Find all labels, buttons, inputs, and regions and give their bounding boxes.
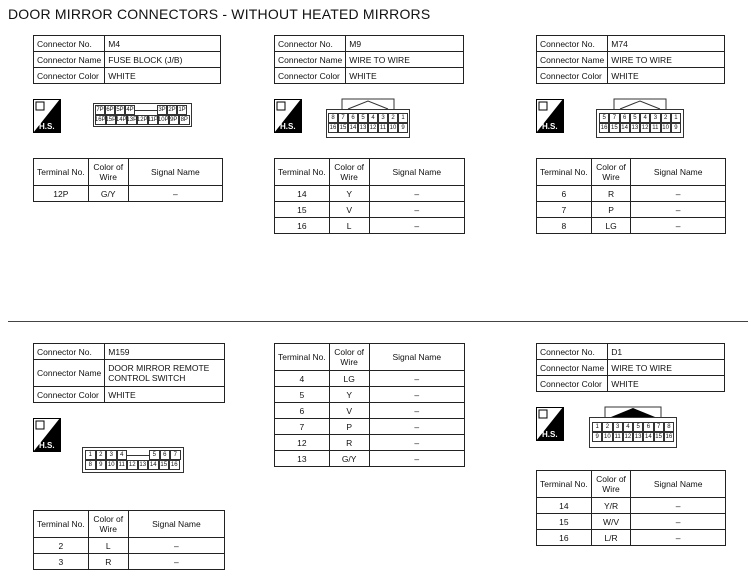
connector-pin: 11 [650, 123, 660, 133]
connector-pin: 7 [338, 113, 348, 123]
connector-pin: 16 [665, 434, 673, 440]
label-connector-no: Connector No. [34, 36, 105, 52]
signal-cell: – [369, 202, 464, 218]
table-row [537, 514, 726, 530]
connector-pin: 13 [634, 434, 642, 440]
connector-pin: 4 [640, 113, 650, 123]
connector-pin: 15 [339, 125, 347, 131]
terminal-cell: 6 [275, 403, 330, 419]
hs-icon [33, 99, 61, 133]
table-row [275, 371, 465, 387]
connector-face-m4 [93, 103, 192, 127]
connector-pin: 6 [643, 422, 653, 432]
signal-cell: – [369, 419, 464, 435]
connector-info-m74 [536, 35, 725, 84]
connector-pin: 16 [170, 462, 178, 468]
connector-pin: 6 [160, 450, 171, 460]
connector-pin: 5 [630, 113, 640, 123]
connector-pin: 16 [600, 125, 608, 131]
signal-cell: – [631, 218, 726, 234]
connector-pin: 2 [602, 422, 612, 432]
svg-text:H.S.: H.S. [39, 122, 55, 131]
section-divider [8, 321, 748, 322]
label-connector-no: Connector No. [537, 36, 608, 52]
connector-pin: 6P [106, 107, 114, 113]
connector-pin: 1 [671, 113, 681, 123]
label-connector-name: Connector Name [537, 52, 608, 68]
connector-pin: 12 [369, 125, 377, 131]
connector-pin: 14 [149, 462, 157, 468]
hs-icon [33, 418, 61, 452]
connector-pin: 7P [96, 107, 104, 113]
header-terminal-no: Terminal No. [537, 471, 592, 498]
header-signal-name: Signal Name [631, 471, 726, 498]
connector-pin: 3 [650, 113, 660, 123]
terminal-table-m159 [33, 510, 225, 570]
header-terminal-no: Terminal No. [275, 159, 330, 186]
table-row [537, 498, 726, 514]
table-row [537, 186, 726, 202]
svg-text:H.S.: H.S. [280, 122, 296, 131]
connector-pin: 15 [160, 462, 168, 468]
wire-color-cell: W/V [591, 514, 631, 530]
connector-pin: 3P [158, 107, 166, 113]
wire-color-cell: R [591, 186, 631, 202]
signal-cell: – [128, 186, 222, 202]
table-row [537, 218, 726, 234]
connector-pin: 5 [358, 113, 368, 123]
connector-pin: 14 [645, 434, 652, 440]
connector-pin [135, 105, 157, 111]
terminal-cell: 5 [275, 387, 330, 403]
connector-pin: 16 [329, 125, 337, 131]
connector-pin: 8 [664, 422, 674, 432]
connector-pin: 4P [126, 107, 134, 113]
signal-cell: – [369, 387, 464, 403]
connector-pin: 12 [624, 434, 632, 440]
table-row [34, 186, 223, 202]
terminal-cell: 12 [275, 435, 330, 451]
terminal-cell: 13 [275, 451, 330, 467]
connector-pin: 11P [147, 117, 158, 123]
header-signal-name: Signal Name [631, 159, 726, 186]
header-terminal-no: Terminal No. [537, 159, 592, 186]
wire-color-cell: L/R [591, 530, 631, 546]
connector-pin: 10 [662, 125, 669, 131]
connector-pin: 15 [655, 434, 662, 440]
connector-color-value: WHITE [346, 68, 464, 84]
header-color-of-wire: Color of Wire [591, 159, 631, 186]
table-row [537, 202, 726, 218]
connector-no-value: D1 [608, 344, 725, 360]
wire-color-cell: Y [329, 387, 369, 403]
connector-pin: 7 [170, 450, 181, 460]
wire-color-cell: L [329, 218, 369, 234]
connector-pin: 11 [117, 460, 128, 470]
connector-no-value: M4 [105, 36, 221, 52]
terminal-cell: 16 [537, 530, 592, 546]
connector-pin: 12P [136, 117, 148, 123]
connector-pin: 12 [641, 125, 649, 131]
connector-pin: 1 [398, 113, 408, 123]
terminal-table-d1 [536, 470, 726, 546]
connector-name-value: WIRE TO WIRE [608, 360, 725, 376]
connector-color-value: WHITE [105, 387, 225, 403]
terminal-cell: 3 [34, 554, 89, 570]
connector-pin: 10 [604, 434, 611, 440]
connector-pin: 5P [116, 107, 124, 113]
connector-pin: 8 [85, 460, 96, 470]
connector-pin: 13P [126, 117, 138, 123]
signal-cell: – [631, 186, 726, 202]
header-signal-name: Signal Name [369, 159, 464, 186]
connector-pin: 2P [168, 107, 176, 113]
table-row [275, 435, 465, 451]
wire-color-cell: G/Y [88, 186, 128, 202]
connector-name-value: FUSE BLOCK (J/B) [105, 52, 221, 68]
wire-color-cell: R [329, 435, 369, 451]
connector-pin: 14P [115, 117, 127, 123]
wire-color-cell: L [88, 538, 128, 554]
connector-pin: 10P [157, 117, 169, 123]
label-connector-color: Connector Color [34, 68, 105, 84]
terminal-table-m4 [33, 158, 223, 202]
header-color-of-wire: Color of Wire [591, 471, 631, 498]
connector-pin: 7 [654, 422, 664, 432]
header-terminal-no: Terminal No. [34, 511, 89, 538]
terminal-cell: 8 [537, 218, 592, 234]
terminal-cell: 14 [275, 186, 330, 202]
terminal-cell: 15 [537, 514, 592, 530]
connector-name-value: WIRE TO WIRE [608, 52, 725, 68]
connector-pin: 5 [149, 450, 160, 460]
connector-pin: 9 [96, 460, 107, 470]
label-connector-color: Connector Color [275, 68, 346, 84]
connector-pin: 1 [592, 422, 602, 432]
terminal-cell: 7 [537, 202, 592, 218]
wire-color-cell: LG [591, 218, 631, 234]
table-row [34, 554, 225, 570]
svg-text:H.S.: H.S. [542, 430, 558, 439]
connector-pin: 3 [378, 113, 388, 123]
wire-color-cell: P [591, 202, 631, 218]
connector-info-m9 [274, 35, 464, 84]
connector-pin: 2 [388, 113, 398, 123]
terminal-cell: 4 [275, 371, 330, 387]
hs-icon [274, 99, 302, 133]
wire-color-cell: Y/R [591, 498, 631, 514]
connector-pin: 3 [613, 422, 623, 432]
connector-info-m159 [33, 343, 225, 403]
connector-pin: 5 [599, 113, 609, 123]
header-signal-name: Signal Name [369, 344, 464, 371]
signal-cell: – [631, 498, 726, 514]
signal-cell: – [369, 218, 464, 234]
label-connector-name: Connector Name [34, 52, 105, 68]
connector-pin: 10 [107, 462, 115, 468]
signal-cell: – [369, 451, 464, 467]
table-row [275, 403, 465, 419]
connector-pin: 9 [398, 123, 408, 133]
connector-pin: 11 [379, 125, 387, 131]
connector-pin: 4 [623, 422, 633, 432]
label-connector-name: Connector Name [275, 52, 346, 68]
label-connector-no: Connector No. [275, 36, 346, 52]
table-row [275, 202, 465, 218]
header-color-of-wire: Color of Wire [88, 511, 128, 538]
terminal-table-m74 [536, 158, 726, 234]
connector-pin: 8P [180, 117, 188, 123]
label-connector-color: Connector Color [34, 387, 105, 403]
wire-color-cell: G/Y [329, 451, 369, 467]
table-row [537, 530, 726, 546]
terminal-cell: 12P [34, 186, 89, 202]
header-signal-name: Signal Name [128, 159, 222, 186]
connector-pin: 11 [613, 432, 623, 442]
connector-pin: 14 [349, 125, 357, 131]
connector-pin: 15P [105, 117, 117, 123]
connector-pin: 12 [128, 462, 136, 468]
signal-cell: – [369, 186, 464, 202]
table-row [275, 186, 465, 202]
connector-pin: 10 [389, 125, 397, 131]
connector-no-value: M159 [105, 344, 225, 360]
header-color-of-wire: Color of Wire [329, 344, 369, 371]
signal-cell: – [128, 538, 224, 554]
connector-pin: 9 [671, 123, 681, 133]
connector-no-value: M9 [346, 36, 464, 52]
connector-pin: 1P [178, 107, 186, 113]
connector-pin: 4 [117, 450, 128, 460]
svg-text:H.S.: H.S. [39, 441, 55, 450]
label-connector-no: Connector No. [537, 344, 608, 360]
connector-pin: 9P [170, 117, 178, 123]
connector-name-value: DOOR MIRROR REMOTE CONTROL SWITCH [105, 360, 225, 387]
connector-pin: 9 [592, 432, 602, 442]
signal-cell: – [631, 202, 726, 218]
table-row [34, 538, 225, 554]
signal-cell: – [128, 554, 224, 570]
wire-color-cell: P [329, 419, 369, 435]
connector-color-value: WHITE [105, 68, 221, 84]
connector-name-value: WIRE TO WIRE [346, 52, 464, 68]
signal-cell: – [631, 514, 726, 530]
terminal-table-m159-continued [274, 343, 465, 467]
header-color-of-wire: Color of Wire [88, 159, 128, 186]
table-row [275, 419, 465, 435]
connector-pin: 7 [609, 113, 619, 123]
header-color-of-wire: Color of Wire [329, 159, 369, 186]
signal-cell: – [369, 371, 464, 387]
terminal-cell: 14 [537, 498, 592, 514]
connector-pin: 1 [85, 450, 96, 460]
label-connector-no: Connector No. [34, 344, 105, 360]
connector-pin: 16P [94, 117, 106, 123]
connector-pin: 8 [328, 113, 338, 123]
table-row [275, 218, 465, 234]
signal-cell: – [631, 530, 726, 546]
label-connector-name: Connector Name [34, 360, 105, 387]
connector-pin: 3 [106, 450, 117, 460]
header-signal-name: Signal Name [128, 511, 224, 538]
terminal-cell: 16 [275, 218, 330, 234]
hs-icon [536, 407, 564, 441]
label-connector-name: Connector Name [537, 360, 608, 376]
table-row [275, 387, 465, 403]
terminal-table-m9 [274, 158, 465, 234]
connector-no-value: M74 [608, 36, 725, 52]
terminal-cell: 6 [537, 186, 592, 202]
connector-pin: 5 [633, 422, 643, 432]
signal-cell: – [369, 435, 464, 451]
connector-color-value: WHITE [608, 376, 725, 392]
label-connector-color: Connector Color [537, 376, 608, 392]
connector-pin: 15 [611, 125, 618, 131]
connector-pin [127, 450, 149, 456]
header-terminal-no: Terminal No. [34, 159, 89, 186]
header-terminal-no: Terminal No. [275, 344, 330, 371]
connector-pin: 2 [96, 450, 107, 460]
connector-face-m159 [82, 447, 184, 473]
wire-color-cell: V [329, 403, 369, 419]
table-row [275, 451, 465, 467]
connector-pin: 6 [348, 113, 358, 123]
page-title: DOOR MIRROR CONNECTORS - WITHOUT HEATED MIRRORS [8, 6, 431, 22]
connector-pin: 13 [139, 462, 147, 468]
connector-info-d1 [536, 343, 725, 392]
signal-cell: – [369, 403, 464, 419]
terminal-cell: 7 [275, 419, 330, 435]
connector-pin: 4 [368, 113, 378, 123]
connector-pin: 13 [631, 125, 639, 131]
connector-pin: 13 [359, 125, 367, 131]
hs-icon [536, 99, 564, 133]
terminal-cell: 2 [34, 538, 89, 554]
svg-text:H.S.: H.S. [542, 122, 558, 131]
wire-color-cell: R [88, 554, 128, 570]
terminal-cell: 15 [275, 202, 330, 218]
connector-pin: 14 [621, 125, 628, 131]
wire-color-cell: Y [329, 186, 369, 202]
label-connector-color: Connector Color [537, 68, 608, 84]
connector-pin: 6 [620, 113, 630, 123]
wire-color-cell: V [329, 202, 369, 218]
connector-info-m4 [33, 35, 221, 84]
connector-color-value: WHITE [608, 68, 725, 84]
connector-pin: 2 [661, 113, 671, 123]
wire-color-cell: LG [329, 371, 369, 387]
